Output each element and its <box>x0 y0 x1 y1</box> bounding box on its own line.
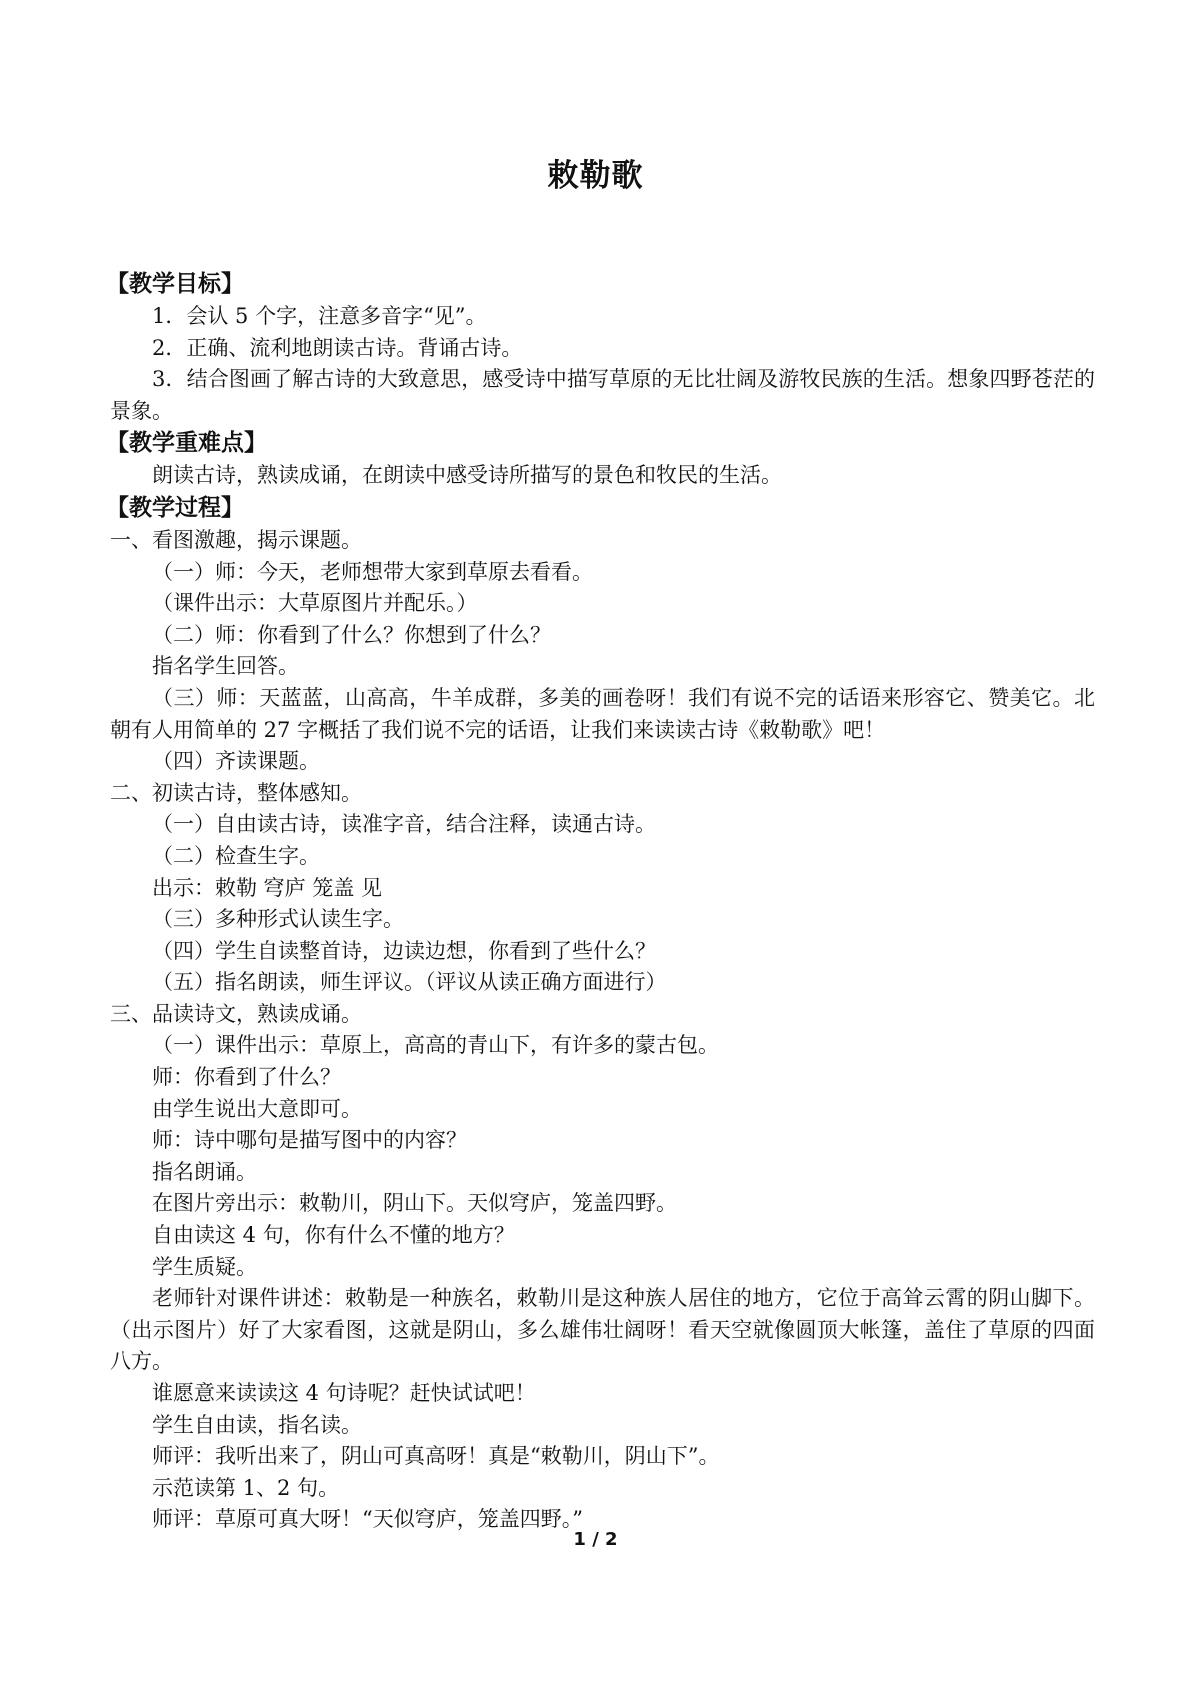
process-line: 示范读第 1、2 句。 <box>152 1475 340 1500</box>
page-title: 敕勒歌 <box>547 158 644 194</box>
difficulty-text: 朗读古诗，熟读成诵，在朗读中感受诗所描写的景色和牧民的生活。 <box>152 463 782 488</box>
section-heading-difficulty: 【教学重难点】 <box>106 430 267 457</box>
process-line: 在图片旁出示：敕勒川，阴山下。天似穹庐，笼盖四野。 <box>152 1191 677 1216</box>
process-line: （四）齐读课题。 <box>152 749 320 774</box>
process-line: 师：你看到了什么？ <box>152 1065 341 1090</box>
process-line: （四）学生自读整首诗，边读边想，你看到了些什么？ <box>152 938 656 963</box>
process-line: （一）课件出示：草原上，高高的青山下，有许多的蒙古包。 <box>152 1033 719 1058</box>
process-line: 由学生说出大意即可。 <box>152 1096 362 1121</box>
goal-item: 1．会认 5 个字，注意多音字“见”。 <box>152 304 487 328</box>
process-line: 学生质疑。 <box>152 1254 257 1279</box>
process-line: 指名学生回答。 <box>152 654 299 679</box>
page-number: 1 / 2 <box>573 1529 618 1550</box>
process-line: 出示：敕勒 穹庐 笼盖 见 <box>152 875 383 900</box>
process-line: （二）检查生字。 <box>152 843 320 868</box>
process-step-heading: 三、品读诗文，熟读成诵。 <box>110 1001 362 1026</box>
goal-item: 3．结合图画了解古诗的大致意思，感受诗中描写草原的无比壮阔及游牧民族的生活。想象四野苍茫的景象。 <box>110 367 1095 423</box>
process-line: 学生自由读，指名读。 <box>152 1412 362 1437</box>
process-line: （课件出示：大草原图片并配乐。） <box>152 591 478 616</box>
process-line: 自由读这 4 句，你有什么不懂的地方？ <box>152 1223 515 1248</box>
process-line: 师评：草原可真大呀！“天似穹庐，笼盖四野。” <box>152 1507 583 1532</box>
process-line: 师：诗中哪句是描写图中的内容？ <box>152 1128 467 1153</box>
process-line: （二）师：你看到了什么？你想到了什么？ <box>152 622 551 647</box>
process-line: 师评：我听出来了，阴山可真高呀！真是“敕勒川，阴山下”。 <box>152 1444 720 1469</box>
process-line: （五）指名朗读，师生评议。（评议从读正确方面进行） <box>152 970 667 995</box>
process-paragraph: （三）师：天蓝蓝，山高高，牛羊成群，多美的画卷呀！我们有说不完的话语来形容它、赞美它。北朝有人用简单的 27 字概括了我们说不完的话语，让我们来读读古诗《敕勒歌》吧！ <box>110 685 1095 742</box>
process-line: （一）师：今天，老师想带大家到草原去看看。 <box>152 559 593 584</box>
document-body <box>106 268 1095 1536</box>
process-paragraph: 老师针对课件讲述：敕勒是一种族名，敕勒川是这种族人居住的地方，它位于高耸云霄的阴山脚下。（出示图片）好了大家看图，这就是阴山，多么雄伟壮阔呀！看天空就像圆顶大帐篷，盖住了草原的四面八方。 <box>110 1286 1095 1374</box>
process-step-heading: 二、初读古诗，整体感知。 <box>110 780 362 805</box>
process-line: 谁愿意来读读这 4 句诗呢？赶快试试吧！ <box>152 1381 536 1405</box>
process-line: （三）多种形式认读生字。 <box>152 907 404 932</box>
goal-item: 2．正确、流利地朗读古诗。背诵古诗。 <box>152 335 523 360</box>
section-heading-process: 【教学过程】 <box>106 494 244 521</box>
process-step-heading: 一、看图激趣，揭示课题。 <box>110 527 362 552</box>
process-line: 指名朗诵。 <box>152 1159 257 1184</box>
section-heading-goals: 【教学目标】 <box>106 271 244 297</box>
process-line: （一）自由读古诗，读准字音，结合注释，读通古诗。 <box>152 812 656 837</box>
